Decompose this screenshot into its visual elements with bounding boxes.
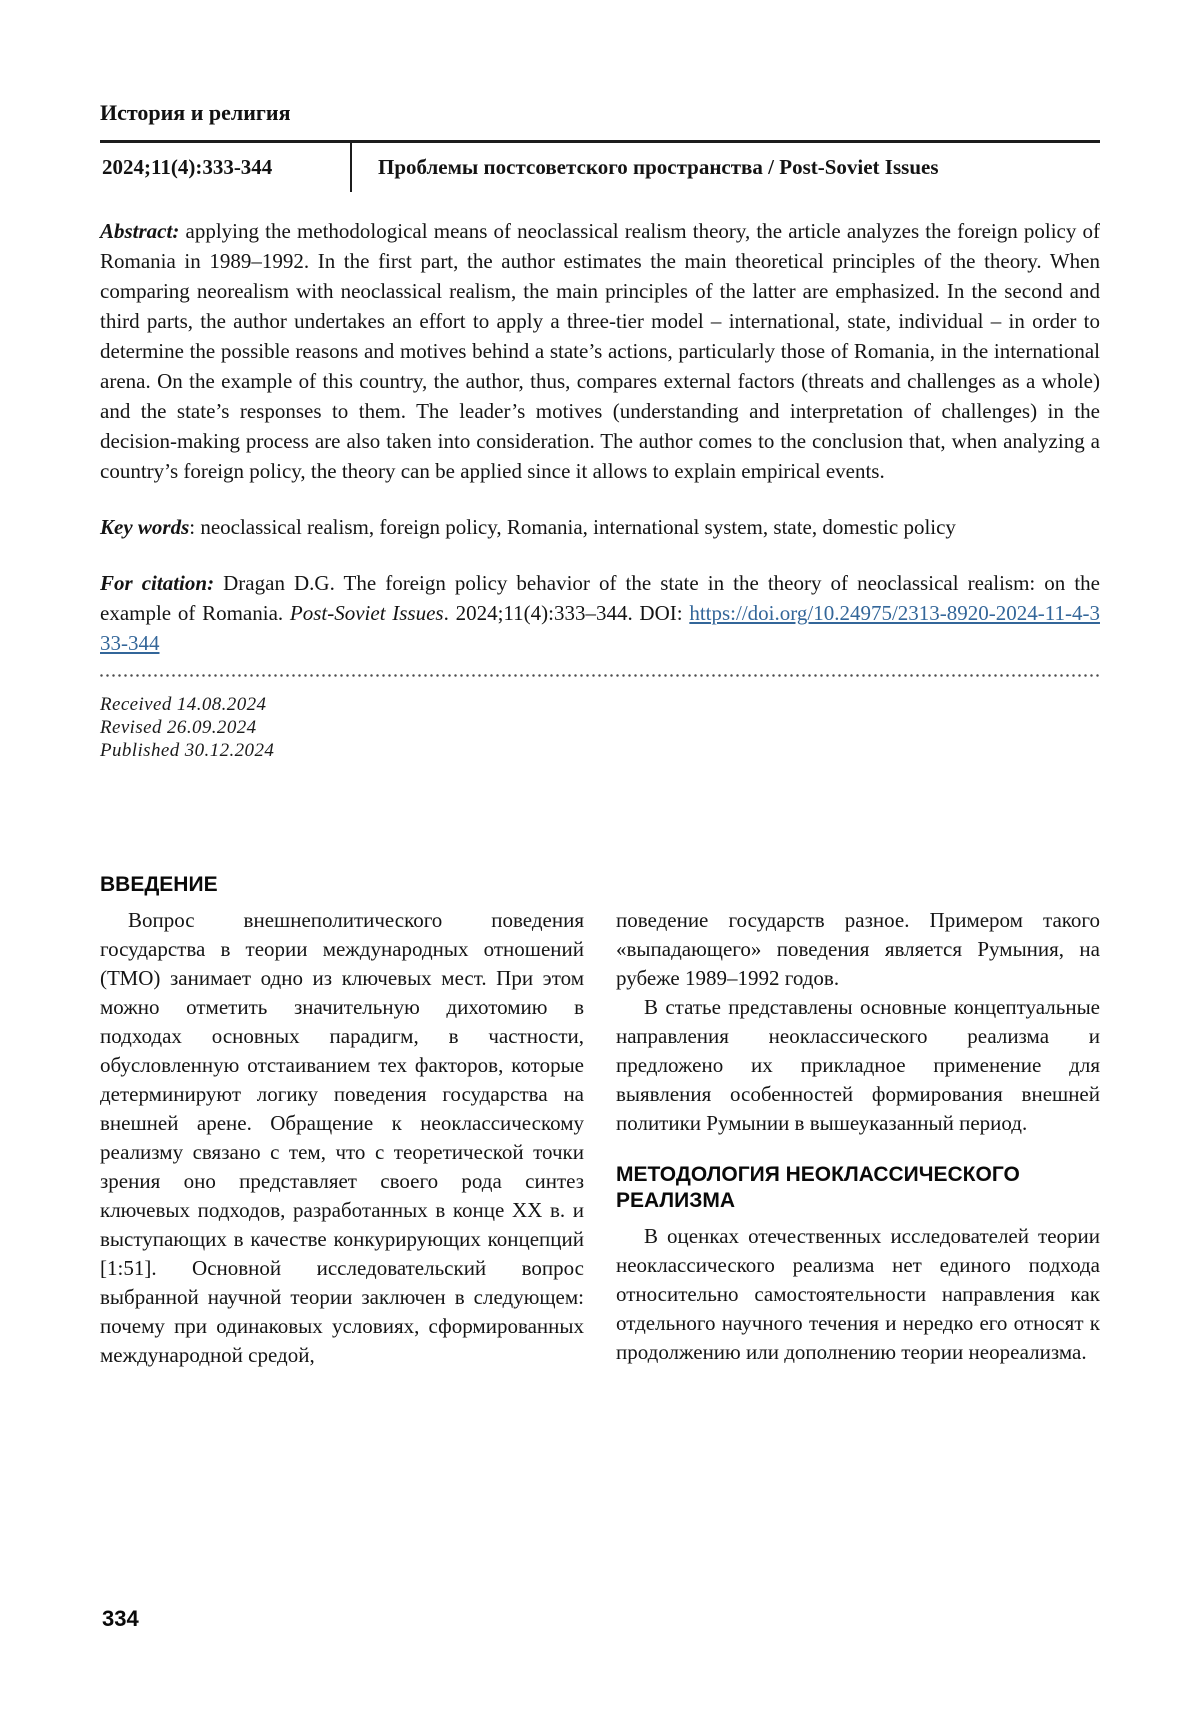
citation-paragraph: [100, 568, 1100, 658]
keywords-paragraph: [100, 512, 1100, 542]
methodology-heading: МЕТОДОЛОГИЯ НЕОКЛАССИЧЕСКОГО РЕАЛИЗМА: [616, 1163, 1020, 1212]
column-spacer: [616, 872, 1100, 906]
doi-link[interactable]: https://doi.org/10.24975/2313-8920-2024-11-4-333-344: [100, 601, 1100, 655]
keywords-text: : neoclassical realism, foreign policy, Romania, international system, state, domestic policy: [189, 515, 956, 539]
issue-citation: 2024;11(4):333-344: [102, 155, 273, 179]
revised-date: Revised 26.09.2024: [100, 717, 257, 738]
page-number: 334: [102, 1606, 139, 1631]
methodology-paragraph: В оценках отечественных исследователей теории неоклассического реализма нет единого подхода относительно самостоятельности направления как отдельного научного течения и нередко его относят к продолжению или дополнению теории неореализма.: [616, 1224, 1100, 1364]
received-date: Received 14.08.2024: [100, 694, 267, 715]
abstract-label: Abstract:: [100, 219, 180, 243]
published-date: Published 30.12.2024: [100, 740, 275, 761]
left-column: [100, 872, 584, 1370]
abstract-text: applying the methodological means of neoclassical realism theory, the article analyzes the foreign policy of Romania in 1989–1992. In the first part, the author estimates the main theoretical principles of the theory. When comparing neorealism with neoclassical realism, the main principles of the latter are emphasized. In the second and third parts, the author undertakes an effort to apply a three-tier model – international, state, individual – in order to determine the possible reasons and motives behind a state’s actions, particularly those of Romania, in the international arena. On the example of this country, the author, thus, compares external factors (threats and challenges as a whole) and the state’s responses to them. The leader’s motives (understanding and interpretation of challenges) in the decision-making process are also taken into consideration. The author comes to the conclusion that, when analyzing a country’s foreign policy, the theory can be applied since it allows to explain empirical events.: [100, 219, 1101, 483]
citation-text-after: . 2024;11(4):333–344. DOI:: [443, 601, 690, 625]
journal-title: Проблемы постсоветского пространства / Post-Soviet Issues: [378, 155, 939, 179]
introduction-paragraph: Вопрос внешнеполитического поведения государства в теории международных отношений (ТМО) занимает одно из ключевых мест. При этом можно отметить значительную дихотомию в подходах основных парадигм, в частности, обусловленную отстаиванием тех факторов, которые детерминируют логику поведения государства на внешней арене. Обращение к неоклассическому реализму связано с тем, что с теоретической точки зрения оно представляет своего рода синтез ключевых подходов, разработанных в конце XX в. и выступающих в качестве конкурирующих концепций [1:51]. Основной исследовательский вопрос выбранной научной теории заключен в следующем: почему при одинаковых условиях, сформированных международной средой,: [100, 908, 584, 1367]
citation-text-before: Dragan D.G. The foreign policy behavior of the state in the theory of neoclassical realism: on the example of Romania.: [100, 571, 1101, 625]
right-column: [616, 872, 1100, 1370]
journal-header-row: [100, 140, 1100, 192]
abstract-paragraph: [100, 216, 1100, 486]
citation-journal-name: Post-Soviet Issues: [289, 601, 444, 625]
article-body-columns: [100, 872, 1100, 1370]
keywords-label: Key words: [100, 515, 190, 539]
running-head: [100, 100, 1100, 192]
article-overview-paragraph: В статье представлены основные концептуальные направления неоклассического реализма и предложено их прикладное применение для выявления особенностей формирования внешней политики Румынии в вышеуказанный период.: [616, 995, 1100, 1135]
citation-label: For citation:: [100, 571, 215, 595]
continuation-paragraph: поведение государств разное. Примером такого «выпадающего» поведения является Румыния, на рубеже 1989–1992 годов.: [616, 908, 1100, 990]
article-dates: [100, 693, 1100, 762]
dotted-separator: [100, 674, 1100, 677]
section-title: История и религия: [100, 100, 291, 125]
introduction-heading: ВВЕДЕНИЕ: [100, 873, 218, 896]
